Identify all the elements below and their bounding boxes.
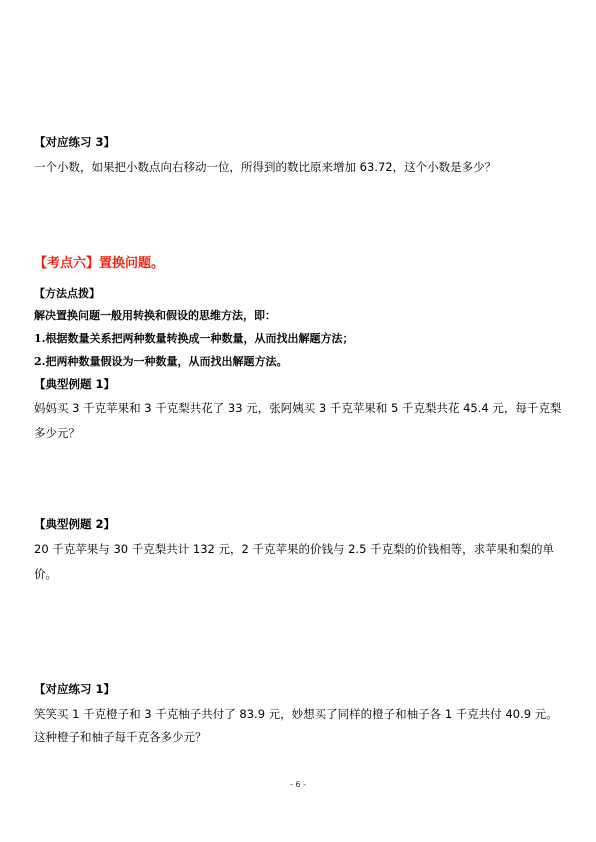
example2-line-1: 20 千克苹果与 30 千克梨共计 132 元，2 千克苹果的价钱与 2.5 千克梨的价钱相等，求苹果和梨的单 (34, 542, 555, 556)
method-line-1: 解决置换问题一般用转换和假设的思维方法，即： (34, 309, 276, 322)
example1-line-1: 妈妈买 3 千克苹果和 3 千克梨共花了 33 元，张阿姨买 3 千克苹果和 5 千克梨共花 45.4 元，每千克梨 (34, 401, 562, 415)
practice3-heading: 【对应练习 3】 (34, 135, 116, 149)
example1-heading: 【典型例题 1】 (34, 377, 116, 391)
practice1-heading: 【对应练习 1】 (34, 682, 116, 696)
practice3-question: 一个小数，如果把小数点向右移动一位，所得到的数比原来增加 63.72，这个小数是多少？ (34, 160, 497, 174)
method-heading: 【方法点拨】 (34, 287, 100, 300)
example2-heading: 【典型例题 2】 (34, 517, 116, 531)
method-line-2: 1.根据数量关系把两种数量转换成一种数量，从而找出解题方法； (34, 332, 354, 345)
practice1-line-1: 笑笑买 1 千克橙子和 3 千克柚子共付了 83.9 元，妙想买了同样的橙子和柚子各 1 千克共付 40.9 元。 (34, 707, 558, 721)
practice1-line-2: 这种橙子和柚子每千克各多少元？ (34, 730, 207, 744)
example2-line-2: 价。 (34, 567, 57, 581)
method-line-3: 2.把两种数量假设为一种数量，从而找出解题方法。 (34, 355, 288, 368)
page-number: - 6 - (290, 780, 306, 789)
section6-title: 【考点六】置换问题。 (34, 256, 165, 271)
example1-line-2: 多少元？ (34, 426, 80, 440)
